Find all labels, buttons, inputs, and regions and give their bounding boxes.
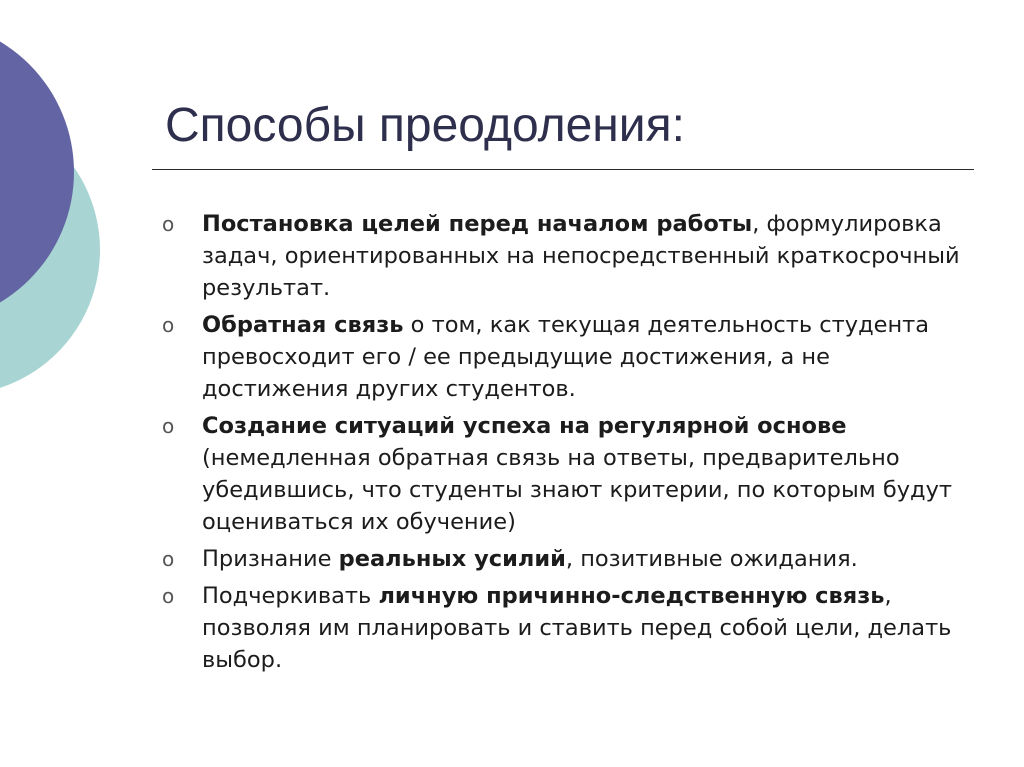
slide-title: Способы преодоления: [165, 99, 685, 152]
bullet-text: о том, как текущая деятельность студента превосходит его / ее предыдущие достижения, а не достижения других студентов. [202, 312, 930, 402]
bullet-text-prefix: Подчеркивать [202, 583, 379, 609]
title-underline [152, 169, 974, 170]
bullet-bold-text: Постановка целей перед началом работы [202, 211, 753, 237]
bullet-bold-text: Создание ситуаций успеха на регулярной основе [202, 413, 847, 439]
bullet-text: , позволяя им планировать и ставить перед собой цели, делать выбор. [202, 583, 952, 673]
bullet-item-causality [162, 580, 962, 676]
bullet-item-feedback [162, 309, 962, 405]
bullet-bold-text: личную причинно-следственную связь [378, 583, 885, 609]
bullet-text-prefix: Признание [202, 546, 339, 572]
bullet-circle-icon: o [162, 547, 175, 571]
bullet-circle-icon: o [162, 584, 175, 608]
bullet-circle-icon: o [162, 414, 175, 438]
bullet-circle-icon: o [162, 313, 175, 337]
bullet-item-goal-setting [162, 208, 962, 304]
bullet-bold-text: реальных усилий [338, 546, 566, 572]
bullet-text: , формулировка задач, ориентированных на непосредственный краткосрочный результат. [202, 211, 960, 301]
bullet-item-recognition [162, 543, 962, 575]
bullet-bold-text: Обратная связь [202, 312, 404, 338]
bullet-circle-icon: o [162, 212, 175, 236]
bullet-text: (немедленная обратная связь на ответы, предварительно убедившись, что студенты знают критерии, по которым будут оцениваться их обучение) [202, 445, 953, 535]
bullet-item-success-situations [162, 410, 962, 538]
bullet-text: , позитивные ожидания. [565, 546, 858, 572]
bullet-list [162, 208, 962, 681]
